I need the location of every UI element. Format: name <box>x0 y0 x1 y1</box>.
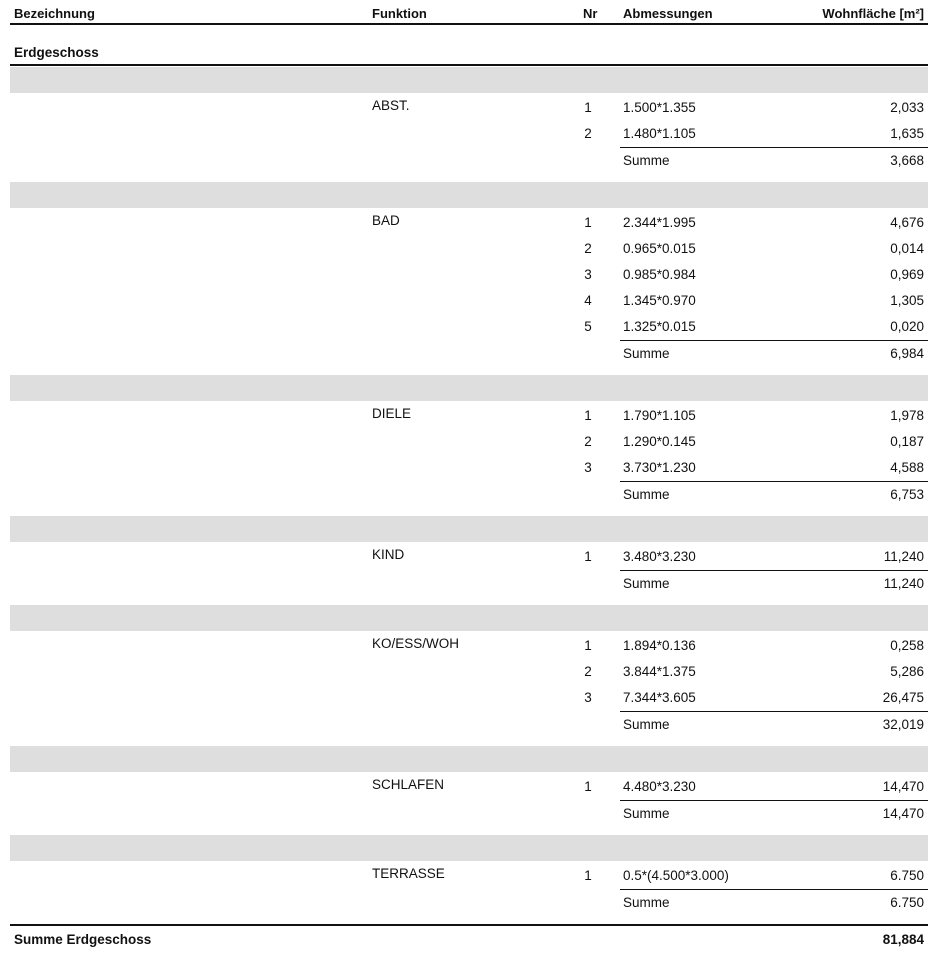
row-dimensions: 3.730*1.230 <box>623 460 696 475</box>
row-area: 0,014 <box>890 241 924 256</box>
group-band <box>10 182 928 208</box>
row-dimensions: 1.790*1.105 <box>623 408 696 423</box>
sum-value: 14,470 <box>882 806 924 821</box>
group-band <box>10 67 928 93</box>
table-row <box>10 455 928 481</box>
table-header <box>0 4 933 24</box>
table-row <box>10 262 928 288</box>
room-function: KO/ESS/WOH <box>372 636 460 651</box>
row-nr: 3 <box>584 267 592 282</box>
row-nr: 1 <box>584 408 592 423</box>
sum-label: Summe <box>623 487 670 502</box>
group-band <box>10 516 928 542</box>
sum-row <box>620 711 928 738</box>
row-area: 0,020 <box>890 319 924 334</box>
header-bezeichnung: Bezeichnung <box>14 6 95 21</box>
sum-row <box>620 340 928 367</box>
room-group <box>10 631 928 746</box>
sum-label: Summe <box>623 153 670 168</box>
row-dimensions: 0.965*0.015 <box>623 241 696 256</box>
row-nr: 2 <box>584 241 592 256</box>
table-row <box>10 685 928 711</box>
row-nr: 3 <box>584 690 592 705</box>
row-dimensions: 1.894*0.136 <box>623 638 696 653</box>
row-dimensions: 3.844*1.375 <box>623 664 696 679</box>
sum-row <box>620 481 928 508</box>
row-area: 6.750 <box>890 868 924 883</box>
row-dimensions: 1.290*0.145 <box>623 434 696 449</box>
room-function: TERRASSE <box>372 866 445 881</box>
sum-label: Summe <box>623 576 670 591</box>
table-row <box>10 633 928 659</box>
group-band <box>10 746 928 772</box>
sum-value: 6.750 <box>890 895 924 910</box>
table-row <box>10 863 928 889</box>
sum-label: Summe <box>623 717 670 732</box>
room-group <box>10 542 928 605</box>
room-group <box>10 401 928 516</box>
row-area: 0,969 <box>890 267 924 282</box>
row-area: 4,676 <box>890 215 924 230</box>
row-dimensions: 7.344*3.605 <box>623 690 696 705</box>
room-function: BAD <box>372 213 400 228</box>
header-abmessungen: Abmessungen <box>623 6 713 21</box>
row-area: 4,588 <box>890 460 924 475</box>
table-row <box>10 121 928 147</box>
section-total-value: 81,884 <box>882 932 924 947</box>
row-area: 0,258 <box>890 638 924 653</box>
row-nr: 2 <box>584 664 592 679</box>
sum-value: 6,753 <box>890 487 924 502</box>
table-row <box>10 659 928 685</box>
group-band <box>10 605 928 631</box>
sum-label: Summe <box>623 895 670 910</box>
sum-label: Summe <box>623 346 670 361</box>
header-nr: Nr <box>583 6 598 21</box>
table-row <box>10 314 928 340</box>
sum-row <box>620 889 928 916</box>
header-funktion: Funktion <box>372 6 427 21</box>
row-nr: 1 <box>584 100 592 115</box>
section-rule <box>10 64 928 66</box>
table-row <box>10 236 928 262</box>
table-row <box>10 544 928 570</box>
sum-value: 11,240 <box>883 576 924 591</box>
sum-value: 32,019 <box>882 717 924 732</box>
table-row <box>10 774 928 800</box>
row-nr: 1 <box>584 215 592 230</box>
room-function: DIELE <box>372 406 412 421</box>
row-nr: 1 <box>584 549 592 564</box>
row-dimensions: 4.480*3.230 <box>623 779 696 794</box>
room-function: KIND <box>372 547 405 562</box>
sum-row <box>620 800 928 827</box>
row-dimensions: 0.5*(4.500*3.000) <box>623 868 729 883</box>
room-function: ABST. <box>372 98 410 113</box>
table-row <box>10 288 928 314</box>
table-row <box>10 429 928 455</box>
table-row <box>10 95 928 121</box>
row-nr: 3 <box>584 460 592 475</box>
total-rule <box>10 924 928 926</box>
sum-label: Summe <box>623 806 670 821</box>
sum-value: 6,984 <box>890 346 924 361</box>
row-nr: 5 <box>584 319 592 334</box>
row-dimensions: 1.480*1.105 <box>623 126 696 141</box>
room-group <box>10 208 928 375</box>
row-nr: 1 <box>584 638 592 653</box>
sum-row <box>620 147 928 174</box>
row-nr: 2 <box>584 126 592 141</box>
room-groups <box>10 67 928 924</box>
row-area: 1,635 <box>890 126 924 141</box>
row-area: 1,978 <box>890 408 924 423</box>
row-area: 14,470 <box>882 779 924 794</box>
header-wohnflaeche: Wohnfläche [m²] <box>822 6 924 21</box>
row-dimensions: 1.325*0.015 <box>623 319 696 334</box>
row-dimensions: 1.500*1.355 <box>623 100 696 115</box>
group-band <box>10 375 928 401</box>
row-dimensions: 1.345*0.970 <box>623 293 696 308</box>
row-nr: 1 <box>584 868 592 883</box>
row-nr: 4 <box>584 293 592 308</box>
section-total-label: Summe Erdgeschoss <box>14 932 152 947</box>
room-function: SCHLAFEN <box>372 777 445 792</box>
section-title: Erdgeschoss <box>14 45 99 60</box>
sum-value: 3,668 <box>890 153 924 168</box>
row-area: 2,033 <box>890 100 924 115</box>
group-band <box>10 835 928 861</box>
header-rule <box>10 23 928 25</box>
row-dimensions: 2.344*1.995 <box>623 215 696 230</box>
row-area: 26,475 <box>882 690 924 705</box>
row-area: 0,187 <box>890 434 924 449</box>
row-nr: 2 <box>584 434 592 449</box>
table-row <box>10 403 928 429</box>
room-group <box>10 772 928 835</box>
row-dimensions: 3.480*3.230 <box>623 549 696 564</box>
sum-row <box>620 570 928 597</box>
row-area: 5,286 <box>890 664 924 679</box>
row-nr: 1 <box>584 779 592 794</box>
row-dimensions: 0.985*0.984 <box>623 267 696 282</box>
row-area: 11,240 <box>883 549 924 564</box>
table-row <box>10 210 928 236</box>
row-area: 1,305 <box>890 293 924 308</box>
room-group <box>10 861 928 924</box>
room-group <box>10 93 928 182</box>
